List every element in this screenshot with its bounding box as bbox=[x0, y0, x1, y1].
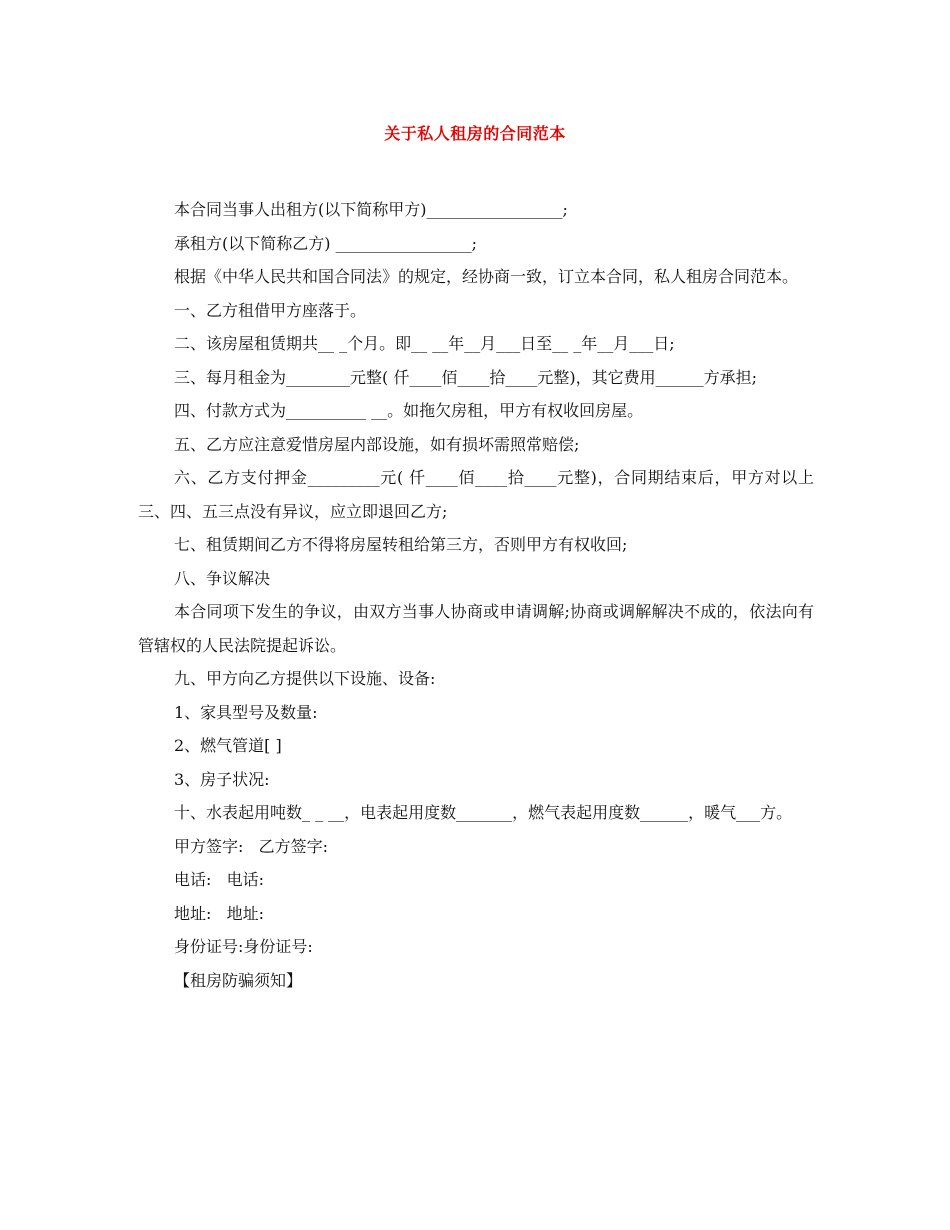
clause-10-meters: 十、水表起用吨数_ _ __，电表起用度数_______，燃气表起用度数______，暖气___方。 bbox=[174, 803, 793, 822]
clause-9-heading: 九、甲方向乙方提供以下设施、设备: bbox=[174, 669, 436, 688]
anti-fraud-heading: 【租房防骗须知】 bbox=[174, 970, 303, 990]
clause-1-location: 一、乙方租借甲方座落于。 bbox=[174, 300, 367, 320]
clause-4-payment: 四、付款方式为__________ __。如拖欠房租，甲方有权收回房屋。 bbox=[174, 401, 644, 420]
address-line: 地址: 地址: bbox=[174, 903, 265, 923]
clause-9-item-furniture: 1、家具型号及数量: bbox=[174, 702, 318, 722]
signature-line: 甲方签字: 乙方签字: bbox=[174, 836, 329, 856]
clause-8-heading: 八、争议解决 bbox=[174, 568, 271, 588]
party-b-line: 承租方(以下简称乙方) _________________; bbox=[174, 233, 477, 253]
document-body bbox=[138, 193, 814, 997]
phone-line: 电话: 电话: bbox=[174, 870, 265, 889]
clause-7-sublet: 七、租赁期间乙方不得将房屋转租给第三方，否则甲方有权收回; bbox=[174, 535, 628, 554]
preamble-paragraph: 根据《中华人民共和国合同法》的规定，经协商一致，订立本合同，私人租房合同范本。 bbox=[174, 267, 799, 286]
id-number-line: 身份证号:身份证号: bbox=[174, 937, 313, 956]
clause-9-item-gas: 2、燃气管道[ ] bbox=[174, 736, 282, 755]
clause-8-dispute: 本合同项下发生的争议，由双方当事人协商或申请调解;协商或调解解决不成的，依法向有管辖权的人民法院提起诉讼。 bbox=[138, 602, 814, 655]
document-title: 关于私人租房的合同范本 bbox=[384, 124, 566, 143]
clause-9-item-condition: 3、房子状况: bbox=[174, 769, 270, 789]
clause-6-deposit: 六、乙方支付押金_________元( 仟____佰____拾____元整)，合同期结束后，甲方对以上三、四、五三点没有异议，应立即退回乙方; bbox=[138, 468, 814, 521]
clause-3-rent: 三、每月租金为________元整( 仟____佰____拾____元整)，其它费用______方承担; bbox=[174, 367, 757, 387]
clause-2-term: 二、该房屋租赁期共__ _个月。即__ __年__月___日至__ _年__月___日; bbox=[174, 334, 675, 353]
party-a-line: 本合同当事人出租方(以下简称甲方)_________________; bbox=[174, 200, 568, 219]
clause-5-facilities: 五、乙方应注意爱惜房屋内部设施，如有损坏需照常赔偿; bbox=[174, 434, 580, 454]
